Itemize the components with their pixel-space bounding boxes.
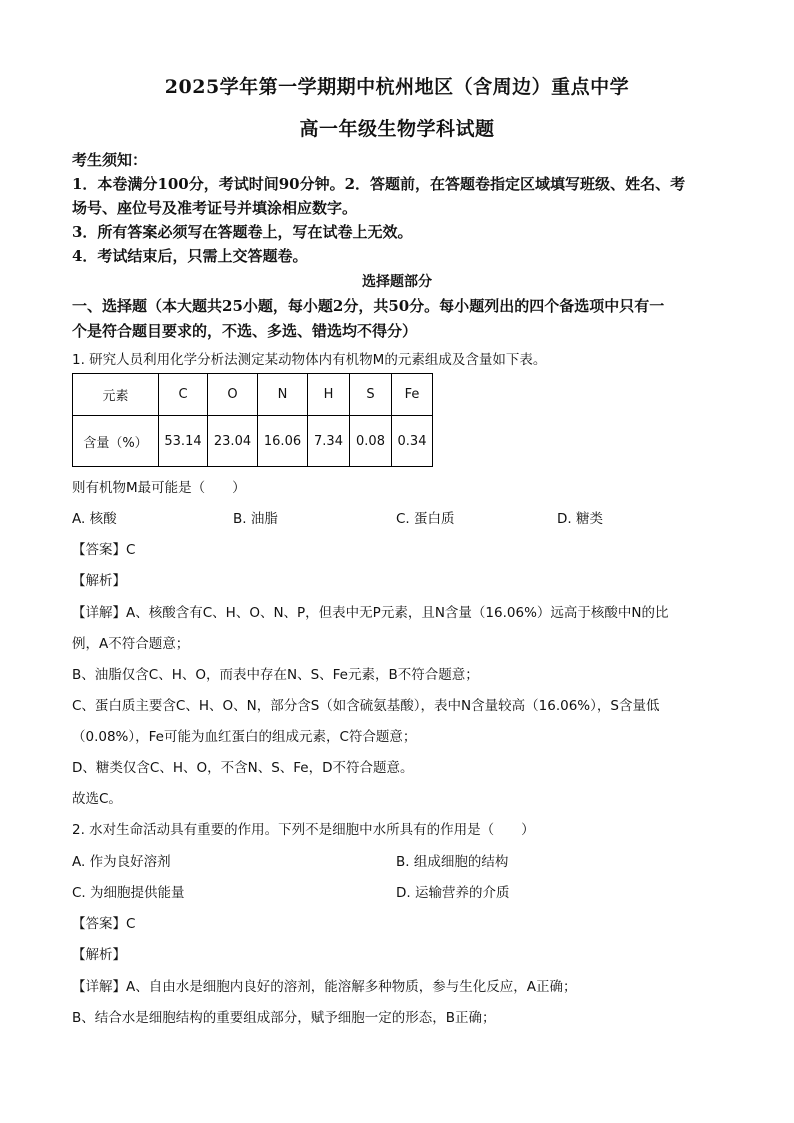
- answer-value: C: [126, 916, 136, 932]
- answer-label: 【答案】: [72, 916, 126, 932]
- detail-label: 【详解】: [72, 605, 126, 621]
- notice-line-3: 3．所有答案必须写在答题卷上，写在试卷上无效。: [72, 223, 413, 241]
- table-cell: 16.06: [258, 416, 308, 467]
- q2-option-b: B. 组成细胞的结构: [396, 854, 509, 870]
- table-cell: C: [159, 374, 208, 416]
- table-cell: 53.14: [159, 416, 208, 467]
- table-cell: S: [350, 374, 392, 416]
- q1-question: 则有机物M最可能是（ ）: [72, 480, 246, 496]
- q1-option-b: B. 油脂: [233, 511, 278, 527]
- q1-analysis-label: 【解析】: [72, 573, 126, 589]
- explanation-text: A、核酸含有C、H、O、N、P，但表中无P元素，且N含量（16.06%）远高于核酸中N的比: [126, 605, 669, 621]
- q2-explanation-2: B、结合水是细胞结构的重要组成部分，赋予细胞一定的形态，B正确；: [72, 1010, 496, 1026]
- table-header-content: 含量（%）: [73, 416, 159, 467]
- q2-analysis-label: 【解析】: [72, 947, 126, 963]
- table-cell: Fe: [392, 374, 433, 416]
- exam-title: 2025学年第一学期期中杭州地区（含周边）重点中学: [164, 76, 630, 98]
- q1-option-d: D. 糖类: [557, 511, 603, 527]
- q1-conclusion: 故选C。: [72, 791, 122, 807]
- q2-option-c: C. 为细胞提供能量: [72, 885, 185, 901]
- q1-explanation-3: B、油脂仅含C、H、O，而表中存在N、S、Fe元素，B不符合题意；: [72, 667, 479, 683]
- table-header-element: 元素: [73, 374, 159, 416]
- notice-line-1: 1．本卷满分100分，考试时间90分钟。2．答题前，在答题卷指定区域填写班级、姓名、考: [72, 175, 686, 193]
- detail-label: 【详解】: [72, 979, 126, 995]
- q1-answer: [72, 538, 135, 558]
- q2-option-a: A. 作为良好溶剂: [72, 854, 171, 870]
- explanation-text: A、自由水是细胞内良好的溶剂，能溶解多种物质，参与生化反应，A正确；: [126, 979, 577, 995]
- q1-explanation-5: （0.08%），Fe可能为血红蛋白的组成元素，C符合题意；: [72, 729, 417, 745]
- q2-option-d: D. 运输营养的介质: [396, 885, 510, 901]
- q1-explanation-1: [72, 601, 669, 621]
- table-cell: H: [308, 374, 350, 416]
- exam-subtitle: 高一年级生物学科试题: [299, 118, 495, 140]
- table-cell: 0.34: [392, 416, 433, 467]
- notice-heading: 考生须知：: [72, 151, 148, 169]
- q2-explanation-1: [72, 975, 576, 995]
- table-cell: N: [258, 374, 308, 416]
- q1-explanation-4: C、蛋白质主要含C、H、O、N，部分含S（如含硫氨基酸），表中N含量较高（16.06%），S含量低: [72, 698, 660, 714]
- section-name: 选择题部分: [362, 274, 432, 290]
- element-table: [72, 373, 433, 467]
- section-instruction-1: 一、选择题（本大题共25小题，每小题2分，共50分。每小题列出的四个备选项中只有一: [72, 297, 665, 315]
- q1-option-a: A. 核酸: [72, 511, 117, 527]
- q2-stem: 2. 水对生命活动具有重要的作用。下列不是细胞中水所具有的作用是（ ）: [72, 822, 535, 838]
- section-instruction-2: 个是符合题目要求的，不选、多选、错选均不得分）: [72, 322, 418, 340]
- table-cell: O: [208, 374, 258, 416]
- table-cell: 0.08: [350, 416, 392, 467]
- q1-explanation-6: D、糖类仅含C、H、O，不含N、S、Fe，D不符合题意。: [72, 760, 414, 776]
- q1-stem: 1. 研究人员利用化学分析法测定某动物体内有机物M的元素组成及含量如下表。: [72, 352, 547, 368]
- q1-explanation-2: 例，A不符合题意；: [72, 636, 190, 652]
- q2-answer: [72, 912, 135, 932]
- table-cell: 23.04: [208, 416, 258, 467]
- table-cell: 7.34: [308, 416, 350, 467]
- answer-value: C: [126, 542, 136, 558]
- answer-label: 【答案】: [72, 542, 126, 558]
- q1-option-c: C. 蛋白质: [396, 511, 455, 527]
- notice-line-4: 4．考试结束后，只需上交答题卷。: [72, 247, 308, 265]
- notice-line-2: 场号、座位号及准考证号并填涂相应数字。: [72, 199, 358, 217]
